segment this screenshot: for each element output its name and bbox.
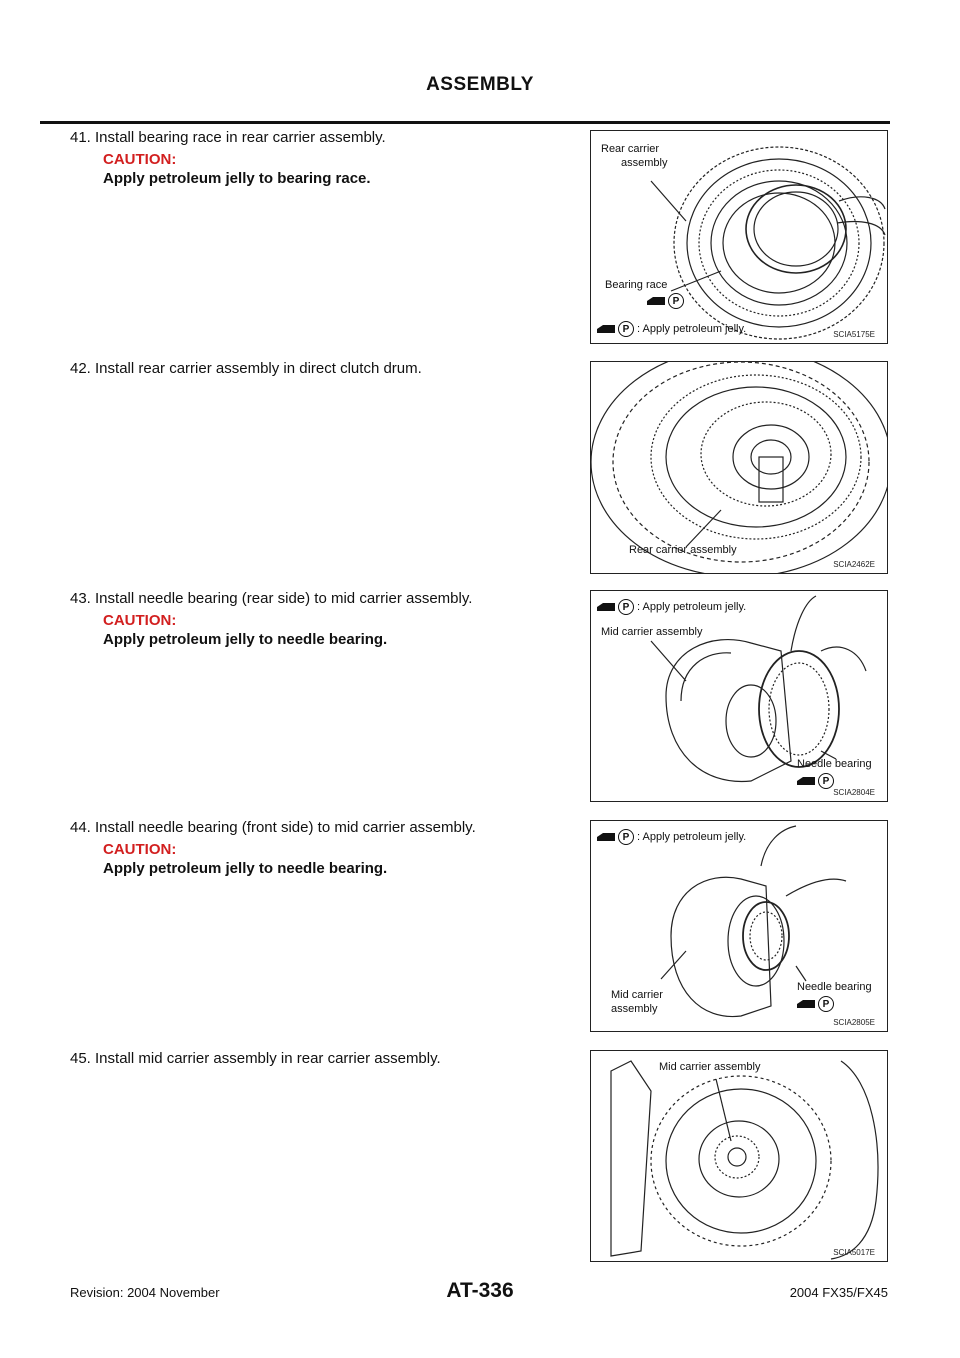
label-needle-bearing: Needle bearing <box>797 981 872 993</box>
figure-rear-carrier <box>590 361 888 574</box>
needle-bearing-grease-marker <box>797 773 834 789</box>
step-text: 42. Install rear carrier assembly in direct clutch drum. <box>70 360 422 377</box>
footer-model: 2004 FX35/FX45 <box>789 1285 888 1300</box>
grease-icon <box>647 296 665 306</box>
step-43 <box>70 589 550 648</box>
grease-icon <box>797 999 815 1009</box>
step-text: 43. Install needle bearing (rear side) to mid carrier assembly. <box>70 590 473 607</box>
petroleum-jelly-icon: P <box>818 996 834 1012</box>
grease-icon <box>597 832 615 842</box>
label-mid-carrier-assembly: Mid carrier assembly <box>659 1061 761 1073</box>
page-number: AT-336 <box>446 1279 514 1302</box>
rear-carrier-illustration <box>591 362 887 573</box>
caution-text: Apply petroleum jelly to needle bearing. <box>103 860 388 877</box>
figure-mid-carrier-install <box>590 1050 888 1262</box>
step-44 <box>70 818 550 877</box>
figure-needle-bearing-rear <box>590 590 888 802</box>
petroleum-jelly-icon: P <box>668 293 684 309</box>
label-needle-bearing: Needle bearing <box>797 758 872 770</box>
petroleum-jelly-icon: P <box>618 829 634 845</box>
page-title: ASSEMBLY <box>426 74 534 95</box>
legend <box>597 321 746 337</box>
label-mid-carrier-assembly: Mid carrier assembly <box>601 626 703 638</box>
caution-label: CAUTION: <box>103 612 177 629</box>
petroleum-jelly-icon: P <box>618 321 634 337</box>
caution-text: Apply petroleum jelly to bearing race. <box>103 170 371 187</box>
step-text: 45. Install mid carrier assembly in rear carrier assembly. <box>70 1050 441 1067</box>
bearing-race-grease-marker <box>647 293 684 309</box>
caution-text: Apply petroleum jelly to needle bearing. <box>103 631 388 648</box>
figure-code: SCIA2805E <box>833 1018 875 1027</box>
caution-label: CAUTION: <box>103 841 177 858</box>
step-text: 44. Install needle bearing (front side) to mid carrier assembly. <box>70 819 476 836</box>
grease-icon <box>597 324 615 334</box>
header-rule <box>40 121 890 124</box>
step-text: 41. Install bearing race in rear carrier assembly. <box>70 129 386 146</box>
legend <box>597 599 746 615</box>
figure-code: SCIA2462E <box>833 560 875 569</box>
step-42 <box>70 359 550 378</box>
figure-code: SCIA2804E <box>833 788 875 797</box>
figure-code: SCIA5017E <box>833 1248 875 1257</box>
caution-label: CAUTION: <box>103 151 177 168</box>
legend-text: : Apply petroleum jelly. <box>637 831 747 843</box>
grease-icon <box>597 602 615 612</box>
grease-icon <box>797 776 815 786</box>
step-45 <box>70 1049 550 1068</box>
mid-carrier-install-illustration <box>591 1051 887 1261</box>
step-41 <box>70 128 550 187</box>
figure-bearing-race <box>590 130 888 344</box>
label-rear-carrier-assembly: Rear carrier assembly <box>629 544 737 556</box>
petroleum-jelly-icon: P <box>818 773 834 789</box>
label-rear-carrier: Rear carrier <box>601 143 660 155</box>
label-assembly: assembly <box>611 1003 658 1015</box>
label-mid-carrier: Mid carrier <box>611 989 663 1001</box>
petroleum-jelly-icon: P <box>618 599 634 615</box>
needle-bearing-grease-marker <box>797 996 834 1012</box>
label-assembly: assembly <box>621 157 668 169</box>
label-bearing-race: Bearing race <box>605 279 668 291</box>
footer-revision: Revision: 2004 November <box>70 1285 220 1300</box>
figure-code: SCIA5175E <box>833 330 875 339</box>
legend <box>597 829 746 845</box>
legend-text: : Apply petroleum jelly. <box>637 323 747 335</box>
legend-text: : Apply petroleum jelly. <box>637 601 747 613</box>
figure-needle-bearing-front <box>590 820 888 1032</box>
